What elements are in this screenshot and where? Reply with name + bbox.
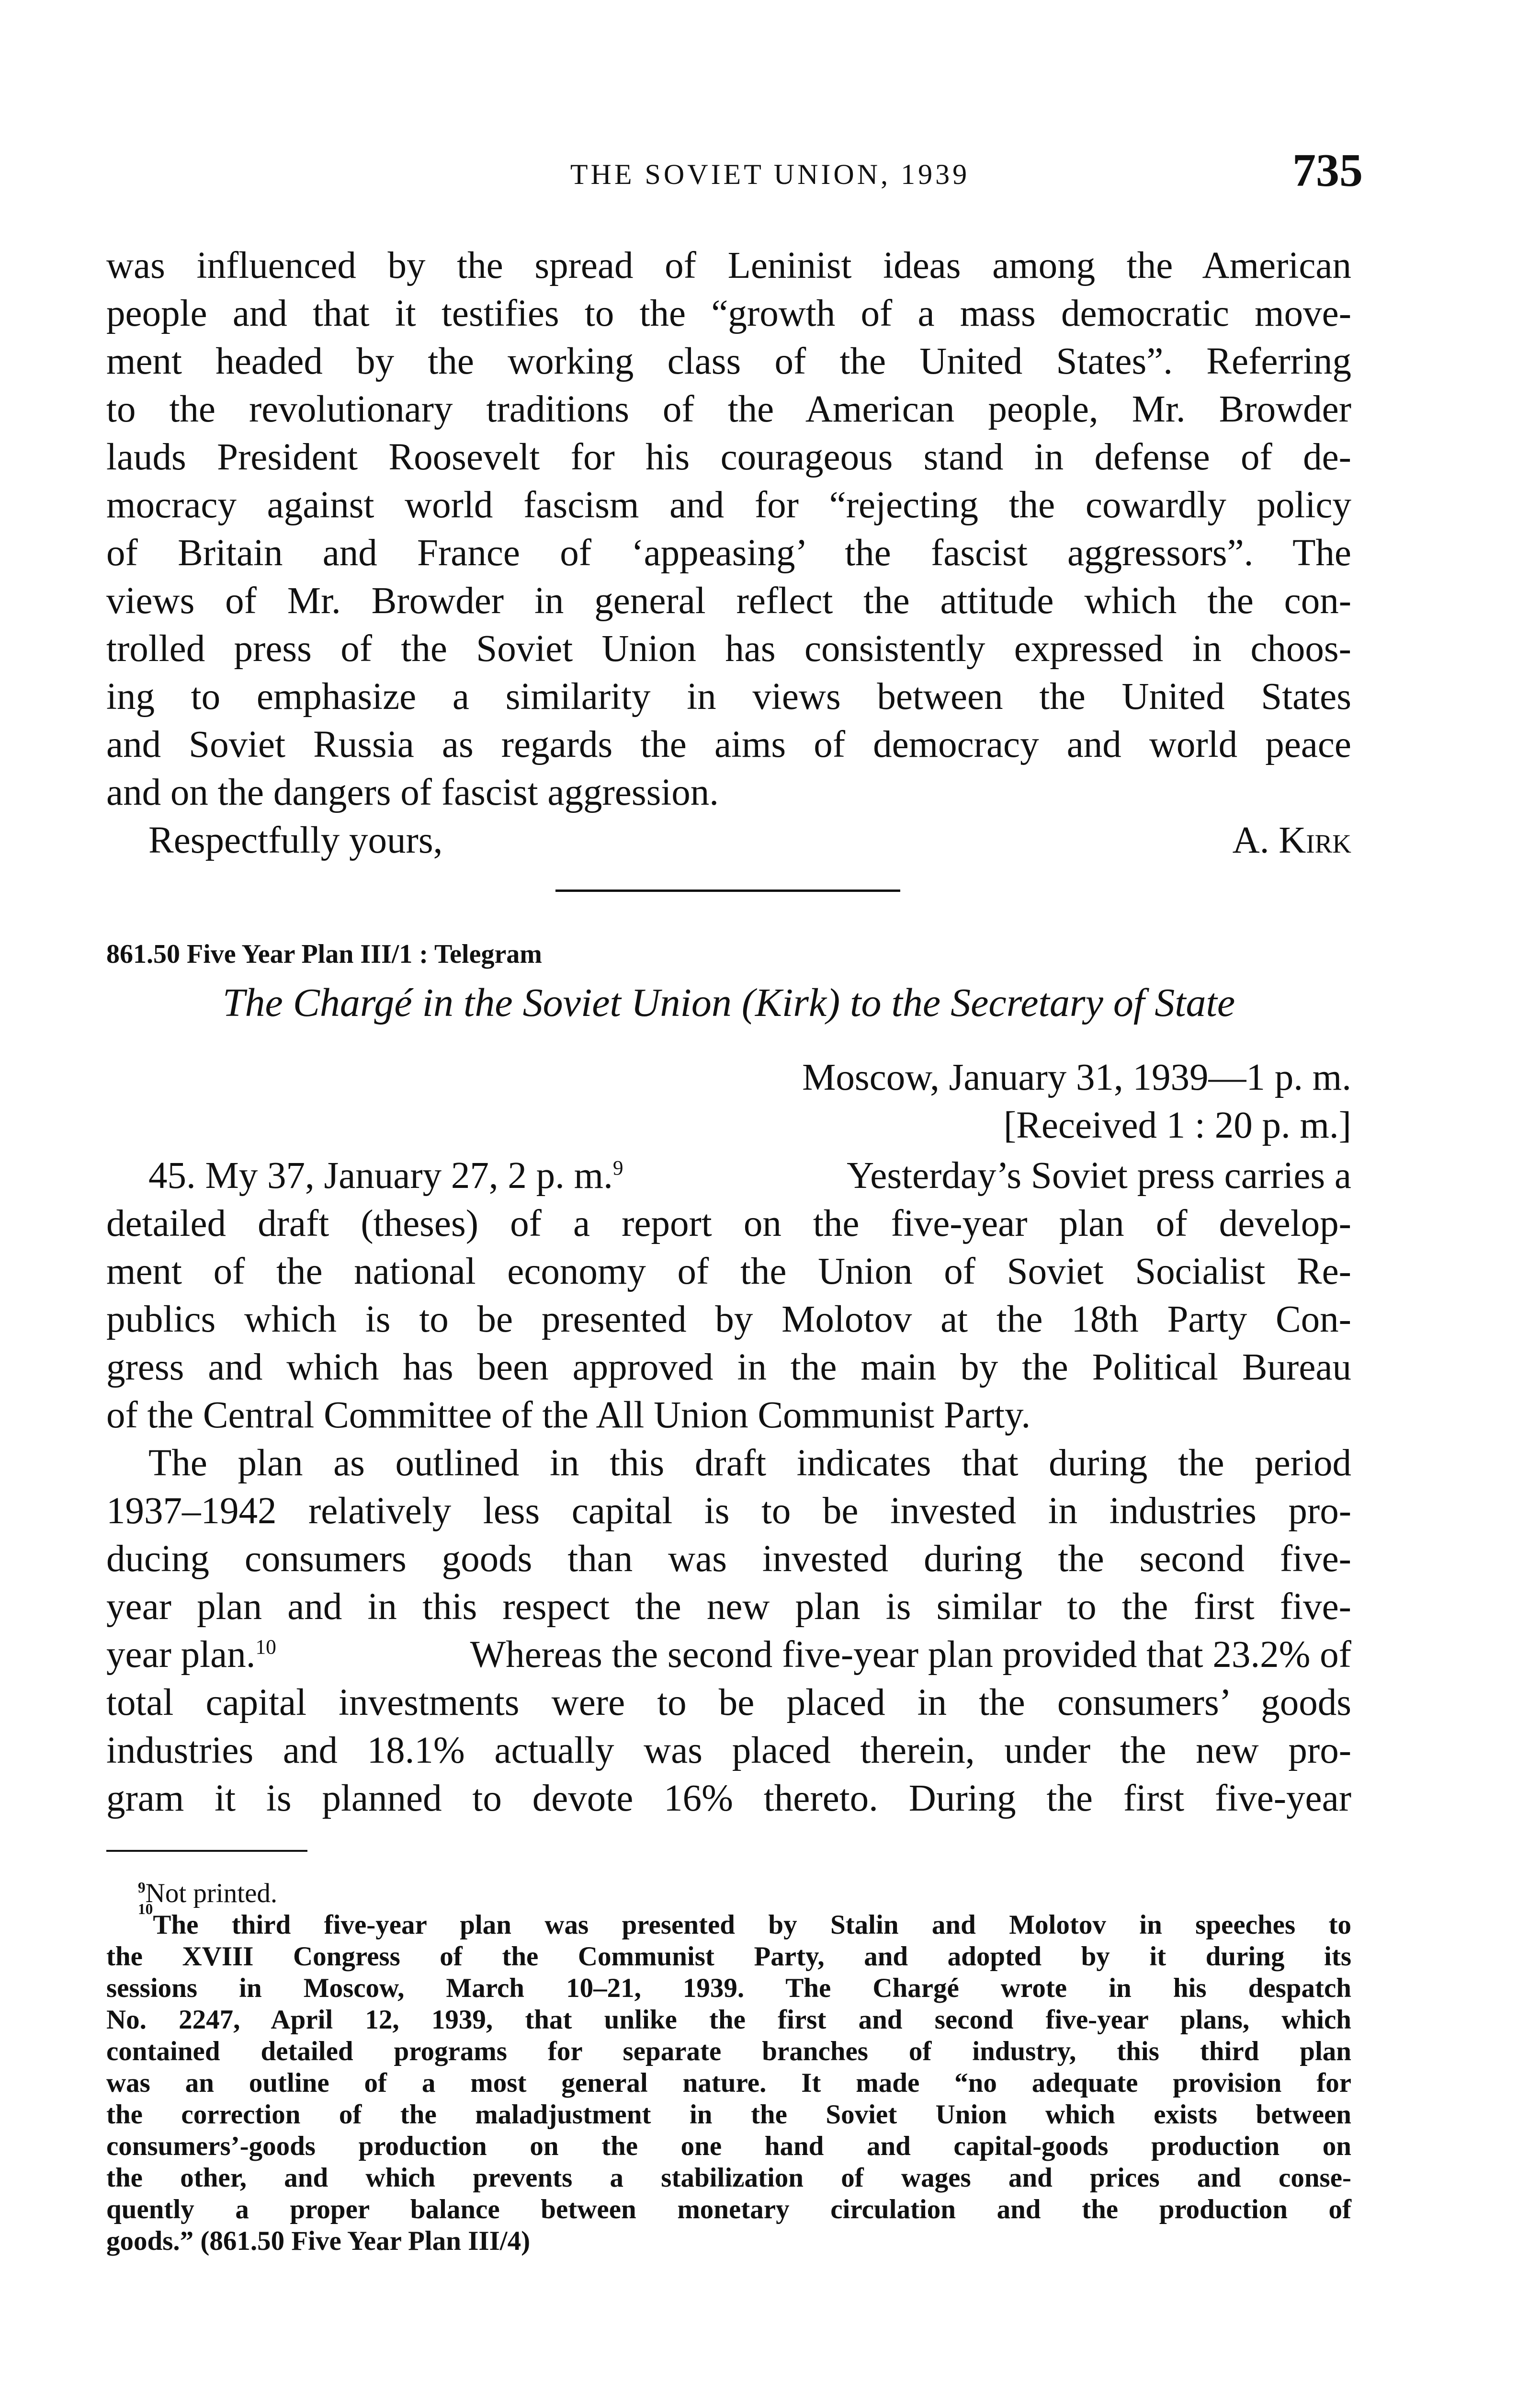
text-line: ment headed by the working class of the United States”. Referring xyxy=(106,341,1351,382)
text-line: total capital investments were to be placed in the consumers’ goods xyxy=(106,1682,1351,1723)
footnote-mark: 10 xyxy=(138,1901,153,1917)
page-number: 735 xyxy=(1292,145,1363,196)
text-line: people and that it testifies to the “growth of a mass democratic move- xyxy=(106,293,1351,334)
text-line: ducing consumers goods than was invested during the second five- xyxy=(106,1538,1351,1580)
text-line: ment of the national economy of the Union of Soviet Socialist Re- xyxy=(106,1251,1351,1292)
dateline: Moscow, January 31, 1939—1 p. m. xyxy=(802,1057,1351,1098)
text-line: and Soviet Russia as regards the aims of democracy and world peace xyxy=(106,724,1351,765)
footnote-line: contained detailed programs for separate branches of industry, this third plan xyxy=(106,2036,1351,2066)
text-line: gress and which has been approved in the main by the Political Bureau xyxy=(106,1346,1351,1388)
footnote-line: the XVIII Congress of the Communist Party, and adopted by it during its xyxy=(106,1941,1351,1972)
signature: A. Kirk xyxy=(1232,820,1351,861)
file-number: 861.50 Five Year Plan III/1 : Telegram xyxy=(106,939,542,969)
footnote-text: The third five-year plan was presented by Stalin and Molotov in speeches to xyxy=(153,1910,1351,1940)
footnote-ref: 9 xyxy=(612,1156,623,1180)
text-line: trolled press of the Soviet Union has consistently expressed in choos- xyxy=(106,628,1351,670)
text-line xyxy=(148,1152,1351,1200)
text-line: of the Central Committee of the All Union Communist Party. xyxy=(106,1394,1031,1436)
text-line: to the revolutionary traditions of the American people, Mr. Browder xyxy=(106,388,1351,430)
text-line: publics which is to be presented by Molotov at the 18th Party Con- xyxy=(106,1299,1351,1340)
text-line: of Britain and France of ‘appeasing’ the fascist aggressors”. The xyxy=(106,532,1351,574)
text-line: industries and 18.1% actually was placed therein, under the new pro- xyxy=(106,1730,1351,1771)
text-line: mocracy against world fascism and for “rejecting the cowardly policy xyxy=(106,484,1351,526)
text-line: ing to emphasize a similarity in views between the United States xyxy=(106,676,1351,718)
text-line: gram it is planned to devote 16% thereto. During the first five-year xyxy=(106,1778,1351,1819)
footnote-line: No. 2247, April 12, 1939, that unlike the first and second five-year plans, which xyxy=(106,2005,1351,2035)
text-segment: Whereas the second five-year plan provided that 23.2% of xyxy=(470,1634,1351,1676)
text-line: year plan and in this respect the new plan is similar to the first five- xyxy=(106,1586,1351,1628)
footnote-line: goods.” (861.50 Five Year Plan III/4) xyxy=(106,2226,531,2256)
footnote-divider xyxy=(106,1850,307,1852)
footnote-line: quently a proper balance between monetary circulation and the production of xyxy=(106,2194,1351,2224)
footnote-mark: 9 xyxy=(138,1879,146,1896)
footnote-10-first-line xyxy=(138,1901,1351,1941)
footnote-line: the other, and which prevents a stabilization of wages and prices and conse- xyxy=(106,2163,1351,2193)
text-line: was influenced by the spread of Leninist ideas among the American xyxy=(106,245,1351,286)
text-line: 1937–1942 relatively less capital is to be invested in industries pro- xyxy=(106,1490,1351,1532)
received-time: [Received 1 : 20 p. m.] xyxy=(1003,1105,1351,1146)
text-line: The plan as outlined in this draft indicates that during the period xyxy=(148,1442,1351,1484)
text-segment: Yesterday’s Soviet press carries a xyxy=(847,1155,1351,1197)
footnote-text: Not printed. xyxy=(145,1878,278,1908)
footnote-line: was an outline of a most general nature. It made “no adequate provision for xyxy=(106,2068,1351,2098)
footnote-ref: 10 xyxy=(255,1635,276,1659)
text-line: views of Mr. Browder in general reflect the attitude which the con- xyxy=(106,580,1351,622)
text-line xyxy=(106,1631,1351,1679)
document-title: The Chargé in the Soviet Union (Kirk) to the Secretary of State xyxy=(222,981,1235,1025)
footnote-line: consumers’-goods production on the one hand and capital-goods production on xyxy=(106,2131,1351,2161)
text-line: and on the dangers of fascist aggression. xyxy=(106,772,719,813)
telegram-ref: 45. My 37, January 27, 2 p. m. xyxy=(148,1155,613,1197)
text-line: lauds President Roosevelt for his courageous stand in defense of de- xyxy=(106,436,1351,478)
salutation: Respectfully yours, xyxy=(148,820,443,861)
footnote-line: sessions in Moscow, March 10–21, 1939. The Chargé wrote in his despatch xyxy=(106,1973,1351,2003)
text-segment: year plan. xyxy=(106,1634,256,1676)
text-line: detailed draft (theses) of a report on the five-year plan of develop- xyxy=(106,1203,1351,1244)
running-title: THE SOVIET UNION, 1939 xyxy=(570,159,970,190)
section-divider xyxy=(555,890,900,892)
footnote-line: the correction of the maladjustment in the Soviet Union which exists between xyxy=(106,2099,1351,2130)
footnote-9 xyxy=(138,1878,1351,1909)
